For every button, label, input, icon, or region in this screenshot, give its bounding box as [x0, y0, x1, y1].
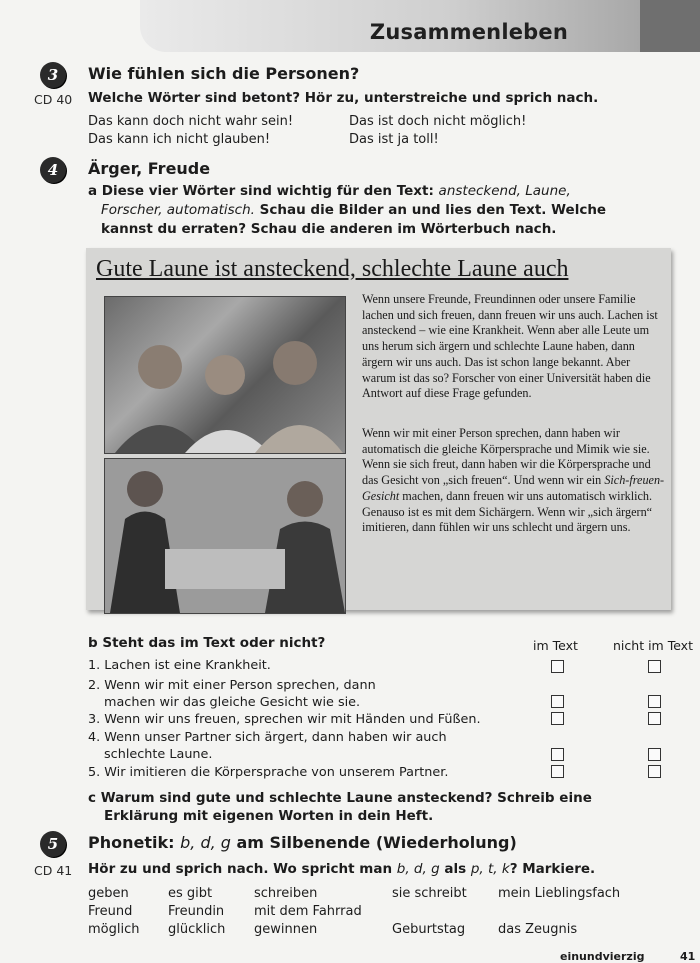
checkbox-5-im-text[interactable] [551, 765, 564, 778]
sentence-2: Das ist doch nicht möglich! [349, 114, 527, 129]
chapter-title: Zusammenleben [369, 20, 568, 44]
task-c-line-2: Erklärung mit eigenen Worten in dein Heft. [104, 808, 434, 824]
section-5-instruction [88, 860, 595, 879]
task-c-line-1: c Warum sind gute und schlechte Laune ansteckend? Schreib eine [88, 790, 592, 806]
section-5-title [88, 833, 517, 852]
word-gluecklich: glücklich [168, 922, 226, 937]
article-p2-italic: Sich-freuen-Gesicht [362, 473, 665, 503]
page-number: 41 [680, 950, 696, 963]
word-mein-lieblingsfach: mein Lieblingsfach [498, 886, 621, 901]
statement-5: 5. Wir imitieren die Körpersprache von unserem Partner. [88, 765, 449, 780]
inst-italic-1: b, d, g [396, 861, 440, 877]
laughing-faces-icon [105, 297, 345, 453]
checkbox-3-nicht-im-text[interactable] [648, 712, 661, 725]
checkbox-4-im-text[interactable] [551, 748, 564, 761]
checkbox-1-im-text[interactable] [551, 660, 564, 673]
word-mit-dem-fahrrad: mit dem Fahrrad [254, 904, 362, 919]
sentence-4: Das ist ja toll! [349, 132, 439, 147]
article-paragraph-2 [362, 426, 667, 536]
checkbox-1-nicht-im-text[interactable] [648, 660, 661, 673]
task-a-prefix: a Diese vier Wörter sind wichtig für den Text: [88, 183, 434, 199]
statement-1: 1. Lachen ist eine Krankheit. [88, 658, 271, 673]
sentence-3: Das kann ich nicht glauben! [88, 132, 271, 147]
checkbox-4-nicht-im-text[interactable] [648, 748, 661, 761]
column-nicht-im-text: nicht im Text [613, 638, 693, 653]
task-a-rest-2: kannst du erraten? Schau die anderen im Wörterbuch nach. [101, 221, 557, 237]
section-5-title-b: am Silbenende (Wiederholung) [236, 833, 517, 852]
sentence-1: Das kann doch nicht wahr sein! [88, 114, 294, 129]
word-das-zeugnis: das Zeugnis [498, 922, 578, 937]
word-geburtstag: Geburtstag [392, 922, 466, 937]
photo-three-girls-laughing [104, 296, 346, 454]
word-freund: Freund [88, 904, 133, 919]
inst-part-c: ? Markiere. [509, 861, 596, 877]
checkbox-2-im-text[interactable] [551, 695, 564, 708]
chapter-tab [640, 0, 700, 52]
task-a-line-2 [101, 201, 681, 220]
checkbox-5-nicht-im-text[interactable] [648, 765, 661, 778]
inst-part-b: als [444, 861, 467, 877]
article-p2 [362, 426, 667, 536]
photo-two-women-talking [104, 458, 346, 614]
section-3-instruction: Welche Wörter sind betont? Hör zu, unterstreiche und sprich nach. [88, 90, 599, 106]
word-gewinnen: gewinnen [254, 922, 318, 937]
checkbox-2-nicht-im-text[interactable] [648, 695, 661, 708]
statement-2-line-2: machen wir das gleiche Gesicht wie sie. [104, 695, 361, 710]
statement-2-line-1: 2. Wenn wir mit einer Person sprechen, dann [88, 678, 376, 693]
task-a-keywords-1: ansteckend, Laune, [438, 183, 571, 199]
article-p2-part-b: machen, dann freuen wir uns automatisch wirklich. Genauso ist es mit dem Sichärgern. Wenn wir „sich ärgern“ imitieren, dann fühlen wir uns schlecht und ärgern uns. [362, 488, 653, 535]
word-moeglich: möglich [88, 922, 140, 937]
section-number-5: 5 [40, 831, 66, 857]
statement-4-line-1: 4. Wenn unser Partner sich ärgert, dann haben wir auch [88, 730, 447, 745]
section-number-3: 3 [40, 62, 66, 88]
task-a-keywords-2: Forscher, automatisch. [101, 202, 255, 218]
talking-women-icon [105, 459, 345, 613]
task-a-line-1 [88, 182, 668, 201]
task-b-title: b Steht das im Text oder nicht? [88, 635, 326, 651]
word-sie-schreibt: sie schreibt [392, 886, 467, 901]
cd-track-label-2: CD 41 [34, 863, 73, 878]
section-4-title: Ärger, Freude [88, 159, 211, 178]
column-im-text: im Text [533, 638, 578, 653]
word-freundin: Freundin [168, 904, 225, 919]
section-5-title-italic: b, d, g [180, 833, 231, 852]
article-title: Gute Laune ist ansteckend, schlechte Laune auch [96, 256, 569, 282]
statement-4-line-2: schlechte Laune. [104, 747, 213, 762]
inst-part-a: Hör zu und sprich nach. Wo spricht man [88, 861, 393, 877]
article-p1: Wenn unsere Freunde, Freundinnen oder unsere Familie lachen und sich freuen, dann freuen wir uns auch. Lachen ist ansteckend – wie eine Krankheit. Wenn aber alle Leute um uns herum sich ärgern und schlechte Laune haben, dann ärgern wir uns auch. Das ist schon lange bekannt. Aber warum ist das so? Forscher von einer Universität haben die Antwort auf diese Frage gefunden. [362, 292, 658, 401]
section-3-title: Wie fühlen sich die Personen? [88, 64, 360, 83]
article-p2-part-a: Wenn wir mit einer Person sprechen, dann haben wir automatisch die gleiche Körpersprache und Mimik wie sie. Wenn sie sich freut, dann haben wir die Körpersprache und das Gesicht von „sich freuen“. Und wenn wir ein [362, 426, 651, 488]
section-number-4: 4 [40, 157, 66, 183]
statement-3: 3. Wenn wir uns freuen, sprechen wir mit Händen und Füßen. [88, 712, 481, 727]
word-schreiben: schreiben [254, 886, 318, 901]
page-number-word: einundvierzig [560, 950, 645, 963]
section-5-title-a: Phonetik: [88, 833, 175, 852]
task-a-rest-1: Schau die Bilder an und lies den Text. Welche [259, 202, 607, 218]
inst-italic-2: p, t, k [470, 861, 510, 877]
article-paragraph-1 [362, 292, 667, 402]
word-es-gibt: es gibt [168, 886, 213, 901]
word-geben: geben [88, 886, 129, 901]
checkbox-3-im-text[interactable] [551, 712, 564, 725]
cd-track-label: CD 40 [34, 92, 73, 107]
